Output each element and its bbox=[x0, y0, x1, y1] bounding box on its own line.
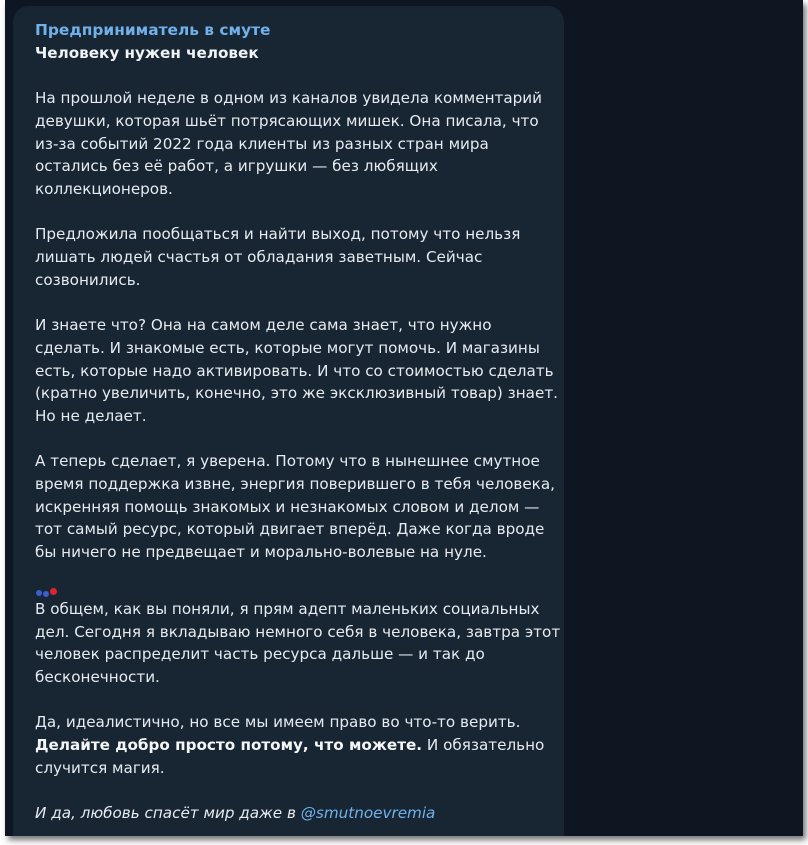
paragraph-4: А теперь сделает, я уверена. Потому что в нынешнее смутное время поддержка извне, энергия поверившего в тебя человека, искренняя помощь знакомых и незнакомых словом и делом — тот самый ресурс, который двигает вперёд. Даже когда вроде бы ничего не предвещает и морально-волевые на нуле. bbox=[35, 452, 555, 562]
paragraph-5: В общем, как вы поняли, я прям адепт маленьких социальных дел. Сегодня я вкладываю немного себя в человека, завтра этот человек распределит часть ресурса дальше — и так до бесконечности. bbox=[35, 599, 561, 686]
blue-dot-icon bbox=[43, 591, 49, 597]
mention-link[interactable]: @smutnoevremia bbox=[300, 804, 436, 823]
colored-dots-icon bbox=[35, 586, 563, 598]
red-dot-icon bbox=[50, 588, 57, 595]
post-title: Человеку нужен человек bbox=[35, 43, 259, 62]
message-bubble bbox=[13, 6, 564, 836]
paragraph-7-italic: И да, любовь спасёт мир даже в bbox=[35, 804, 301, 823]
paragraph-6-bold: Делайте добро просто потому, что можете. bbox=[35, 736, 423, 755]
paragraph-6-end: И обязательно случится магия. bbox=[35, 736, 545, 777]
chat-window bbox=[5, 0, 803, 836]
paragraph-3: И знаете что? Она на самом деле сама знает, что нужно сделать. И знакомые есть, которые могут помочь. И магазины есть, которые надо активировать. И что со стоимостью сделать (кратно увеличить, конечно, это же эксклюзивный товар) знает. Но не делает. bbox=[35, 316, 559, 425]
paragraph-7 bbox=[35, 802, 563, 825]
message-content bbox=[35, 19, 563, 825]
paragraph-6-start: Да, идеалистично, но все мы имеем право во что-то верить. bbox=[35, 713, 521, 732]
paragraph-2: Предложила пообщаться и найти выход, потому что нельзя лишать людей счастья от обладания заветным. Сейчас созвонились. bbox=[35, 225, 521, 289]
paragraph-1: На прошлой неделе в одном из каналов увидела комментарий девушки, которая шьёт потрясающих мишек. Она писала, что из-за событий 2022 года клиенты из разных стран мира остались без её работ, а игрушки — без любящих коллекционеров. bbox=[35, 89, 543, 198]
paragraph-6 bbox=[35, 711, 563, 779]
blue-dot-icon bbox=[36, 590, 42, 596]
channel-name-link[interactable]: Предприниматель в смуте bbox=[35, 21, 271, 39]
